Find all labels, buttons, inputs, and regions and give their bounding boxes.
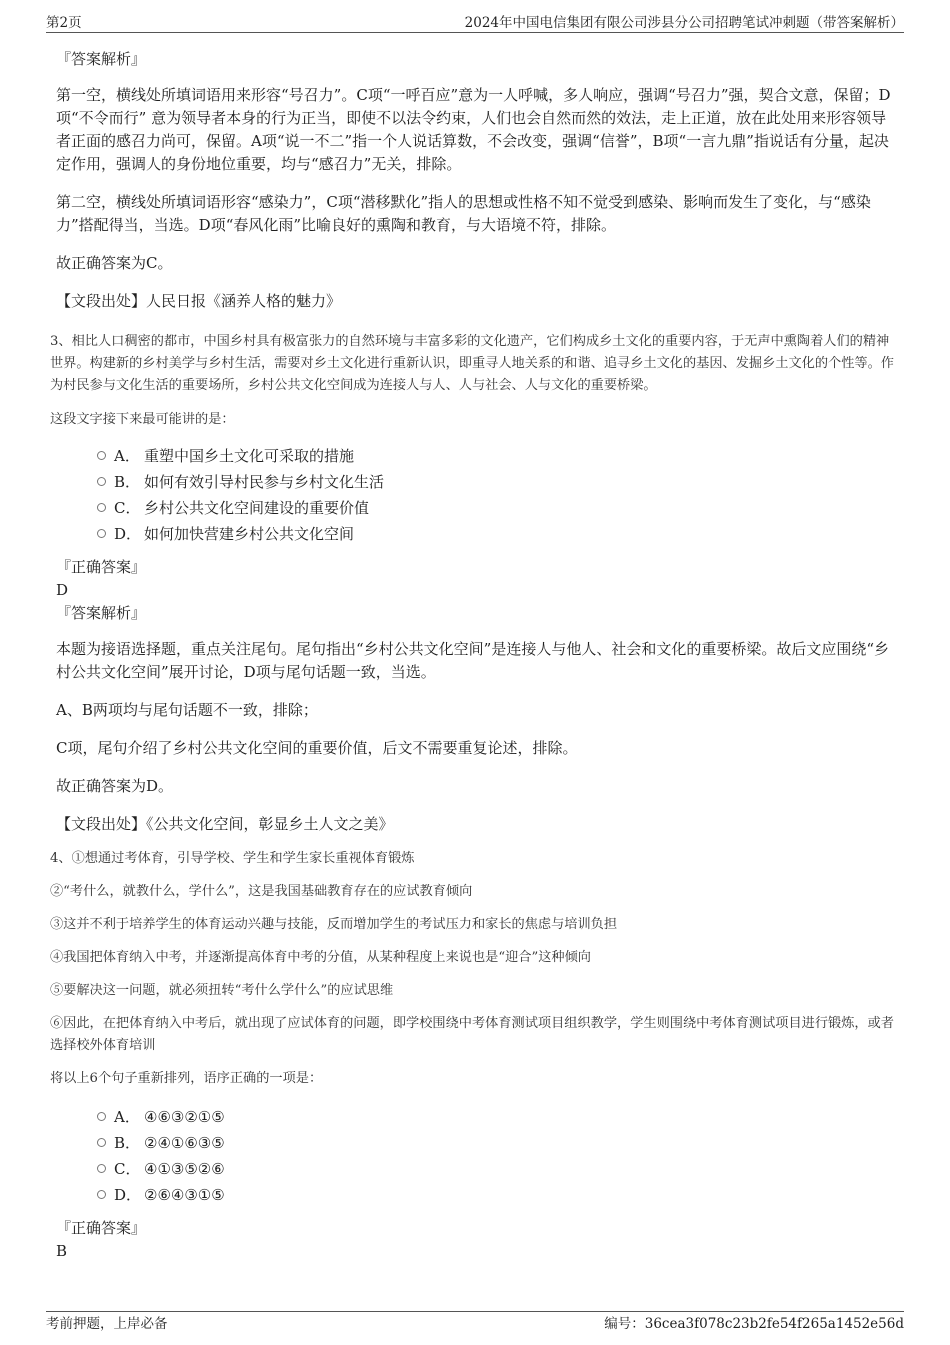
option-c[interactable]: C． 乡村公共文化空间建设的重要价值 xyxy=(56,495,894,521)
analysis-paragraph: 本题为接语选择题，重点关注尾句。尾句指出“乡村公共文化空间”是连接人与他人、社会和文化的重要桥梁。故后文应围绕“乡村公共文化空间”展开讨论，D项与尾句话题一致，当选。 xyxy=(56,640,890,681)
conclusion: 故正确答案为D。 xyxy=(56,777,174,795)
question-prompt: 这段文字接下来最可能讲的是： xyxy=(50,412,235,427)
analysis-paragraph: C项，尾句介绍了乡村公共文化空间的重要价值，后文不需要重复论述，排除。 xyxy=(56,739,578,757)
source-citation: 【文段出处】人民日报《涵养人格的魅力》 xyxy=(56,292,342,310)
option-list xyxy=(56,443,894,547)
analysis-paragraph: 第一空，横线处所填词语用来形容“号召力”。C项“一呼百应”意为一人呼喊，多人响应，强调“号召力”强，契合文意，保留；D项“不令而行” 意为领导者本身的行为正当，即使不以法令约束，人们也会自然而然的效法，走上正道，放在此处用来形容领导者正面的感召力尚可，保留。A项“说一不二”指一个人说话算数，不会改变，强调“信誉”，B项“一言九鼎”指说话有分量，起决定作用，强调人的身份地位重要，均与“感召力”无关，排除。 xyxy=(56,86,891,173)
radio-icon[interactable] xyxy=(97,451,106,460)
answer-value: D xyxy=(56,581,69,599)
document-title: 2024年中国电信集团有限公司涉县分公司招聘笔试冲刺题（带答案解析） xyxy=(464,15,904,31)
option-a[interactable]: A． 重塑中国乡土文化可采取的措施 xyxy=(56,443,894,469)
radio-icon[interactable] xyxy=(97,529,106,538)
sentence-item: ②“考什么，就教什么，学什么”，这是我国基础教育存在的应试教育倾向 xyxy=(50,884,473,899)
option-b[interactable]: B． ②④①⑥③⑤ xyxy=(56,1130,894,1156)
analysis-label: 『答案解析』 xyxy=(56,50,147,68)
footer-slogan: 考前押题，上岸必备 xyxy=(46,1316,168,1332)
radio-icon[interactable] xyxy=(97,503,106,512)
analysis-label: 『答案解析』 xyxy=(56,604,147,622)
source-citation: 【文段出处】《公共文化空间，彰显乡土人文之美》 xyxy=(56,815,394,833)
option-a[interactable]: A． ④⑥③②①⑤ xyxy=(56,1104,894,1130)
radio-icon[interactable] xyxy=(97,1190,106,1199)
option-list xyxy=(56,1104,894,1208)
option-d[interactable]: D． 如何加快营建乡村公共文化空间 xyxy=(56,521,894,547)
document-id: 编号：36cea3f078c23b2fe54f265a1452e56d xyxy=(604,1316,904,1332)
radio-icon[interactable] xyxy=(97,1112,106,1121)
sentence-item: ⑥因此，在把体育纳入中考后，就出现了应试体育的问题，即学校围绕中考体育测试项目组织教学，学生则围绕中考体育测试项目进行锻炼，或者选择校外体育培训 xyxy=(50,1016,894,1053)
conclusion: 故正确答案为C。 xyxy=(56,254,173,272)
answer-label: 『正确答案』 xyxy=(56,558,147,576)
analysis-paragraph: A、B两项均与尾句话题不一致，排除； xyxy=(56,701,318,719)
option-b[interactable]: B． 如何有效引导村民参与乡村文化生活 xyxy=(56,469,894,495)
sentence-item: ⑤要解决这一问题，就必须扭转“考什么学什么”的应试思维 xyxy=(50,983,394,998)
page-header xyxy=(46,14,904,33)
question-prompt: 将以上6个句子重新排列，语序正确的一项是： xyxy=(50,1071,323,1086)
analysis-paragraph: 第二空，横线处所填词语形容“感染力”，C项“潜移默化”指人的思想或性格不知不觉受到感染、影响而发生了变化，与“感染力”搭配得当，当选。D项“春风化雨”比喻良好的熏陶和教育，与大语境不符，排除。 xyxy=(56,193,871,234)
question-stem: 3、相比人口稠密的都市，中国乡村具有极富张力的自然环境与丰富多彩的文化遗产，它们构成乡土文化的重要内容，于无声中熏陶着人们的精神世界。构建新的乡村美学与乡村生活，需要对乡土文化进行重新认识，即重寻人地关系的和谐、追寻乡土文化的基因、发掘乡土文化的个性等。作为村民参与文化生活的重要场所，乡村公共文化空间成为连接人与人、人与社会、人与文化的重要桥梁。 xyxy=(50,334,894,393)
document-body xyxy=(50,42,894,1263)
radio-icon[interactable] xyxy=(97,1138,106,1147)
option-d[interactable]: D． ②⑥④③①⑤ xyxy=(56,1182,894,1208)
answer-label: 『正确答案』 xyxy=(56,1219,147,1237)
option-c[interactable]: C． ④①③⑤②⑥ xyxy=(56,1156,894,1182)
radio-icon[interactable] xyxy=(97,1164,106,1173)
sentence-item: ③这并不利于培养学生的体育运动兴趣与技能，反而增加学生的考试压力和家长的焦虑与培训负担 xyxy=(50,917,618,932)
sentence-item: ④我国把体育纳入中考，并逐渐提高体育中考的分值，从某种程度上来说也是“迎合”这种倾向 xyxy=(50,950,591,965)
page-number: 第2页 xyxy=(46,15,82,31)
sentence-item: 4、①想通过考体育，引导学校、学生和学生家长重视体育锻炼 xyxy=(50,851,415,866)
page-footer xyxy=(46,1311,904,1332)
radio-icon[interactable] xyxy=(97,477,106,486)
answer-value: B xyxy=(56,1242,68,1260)
